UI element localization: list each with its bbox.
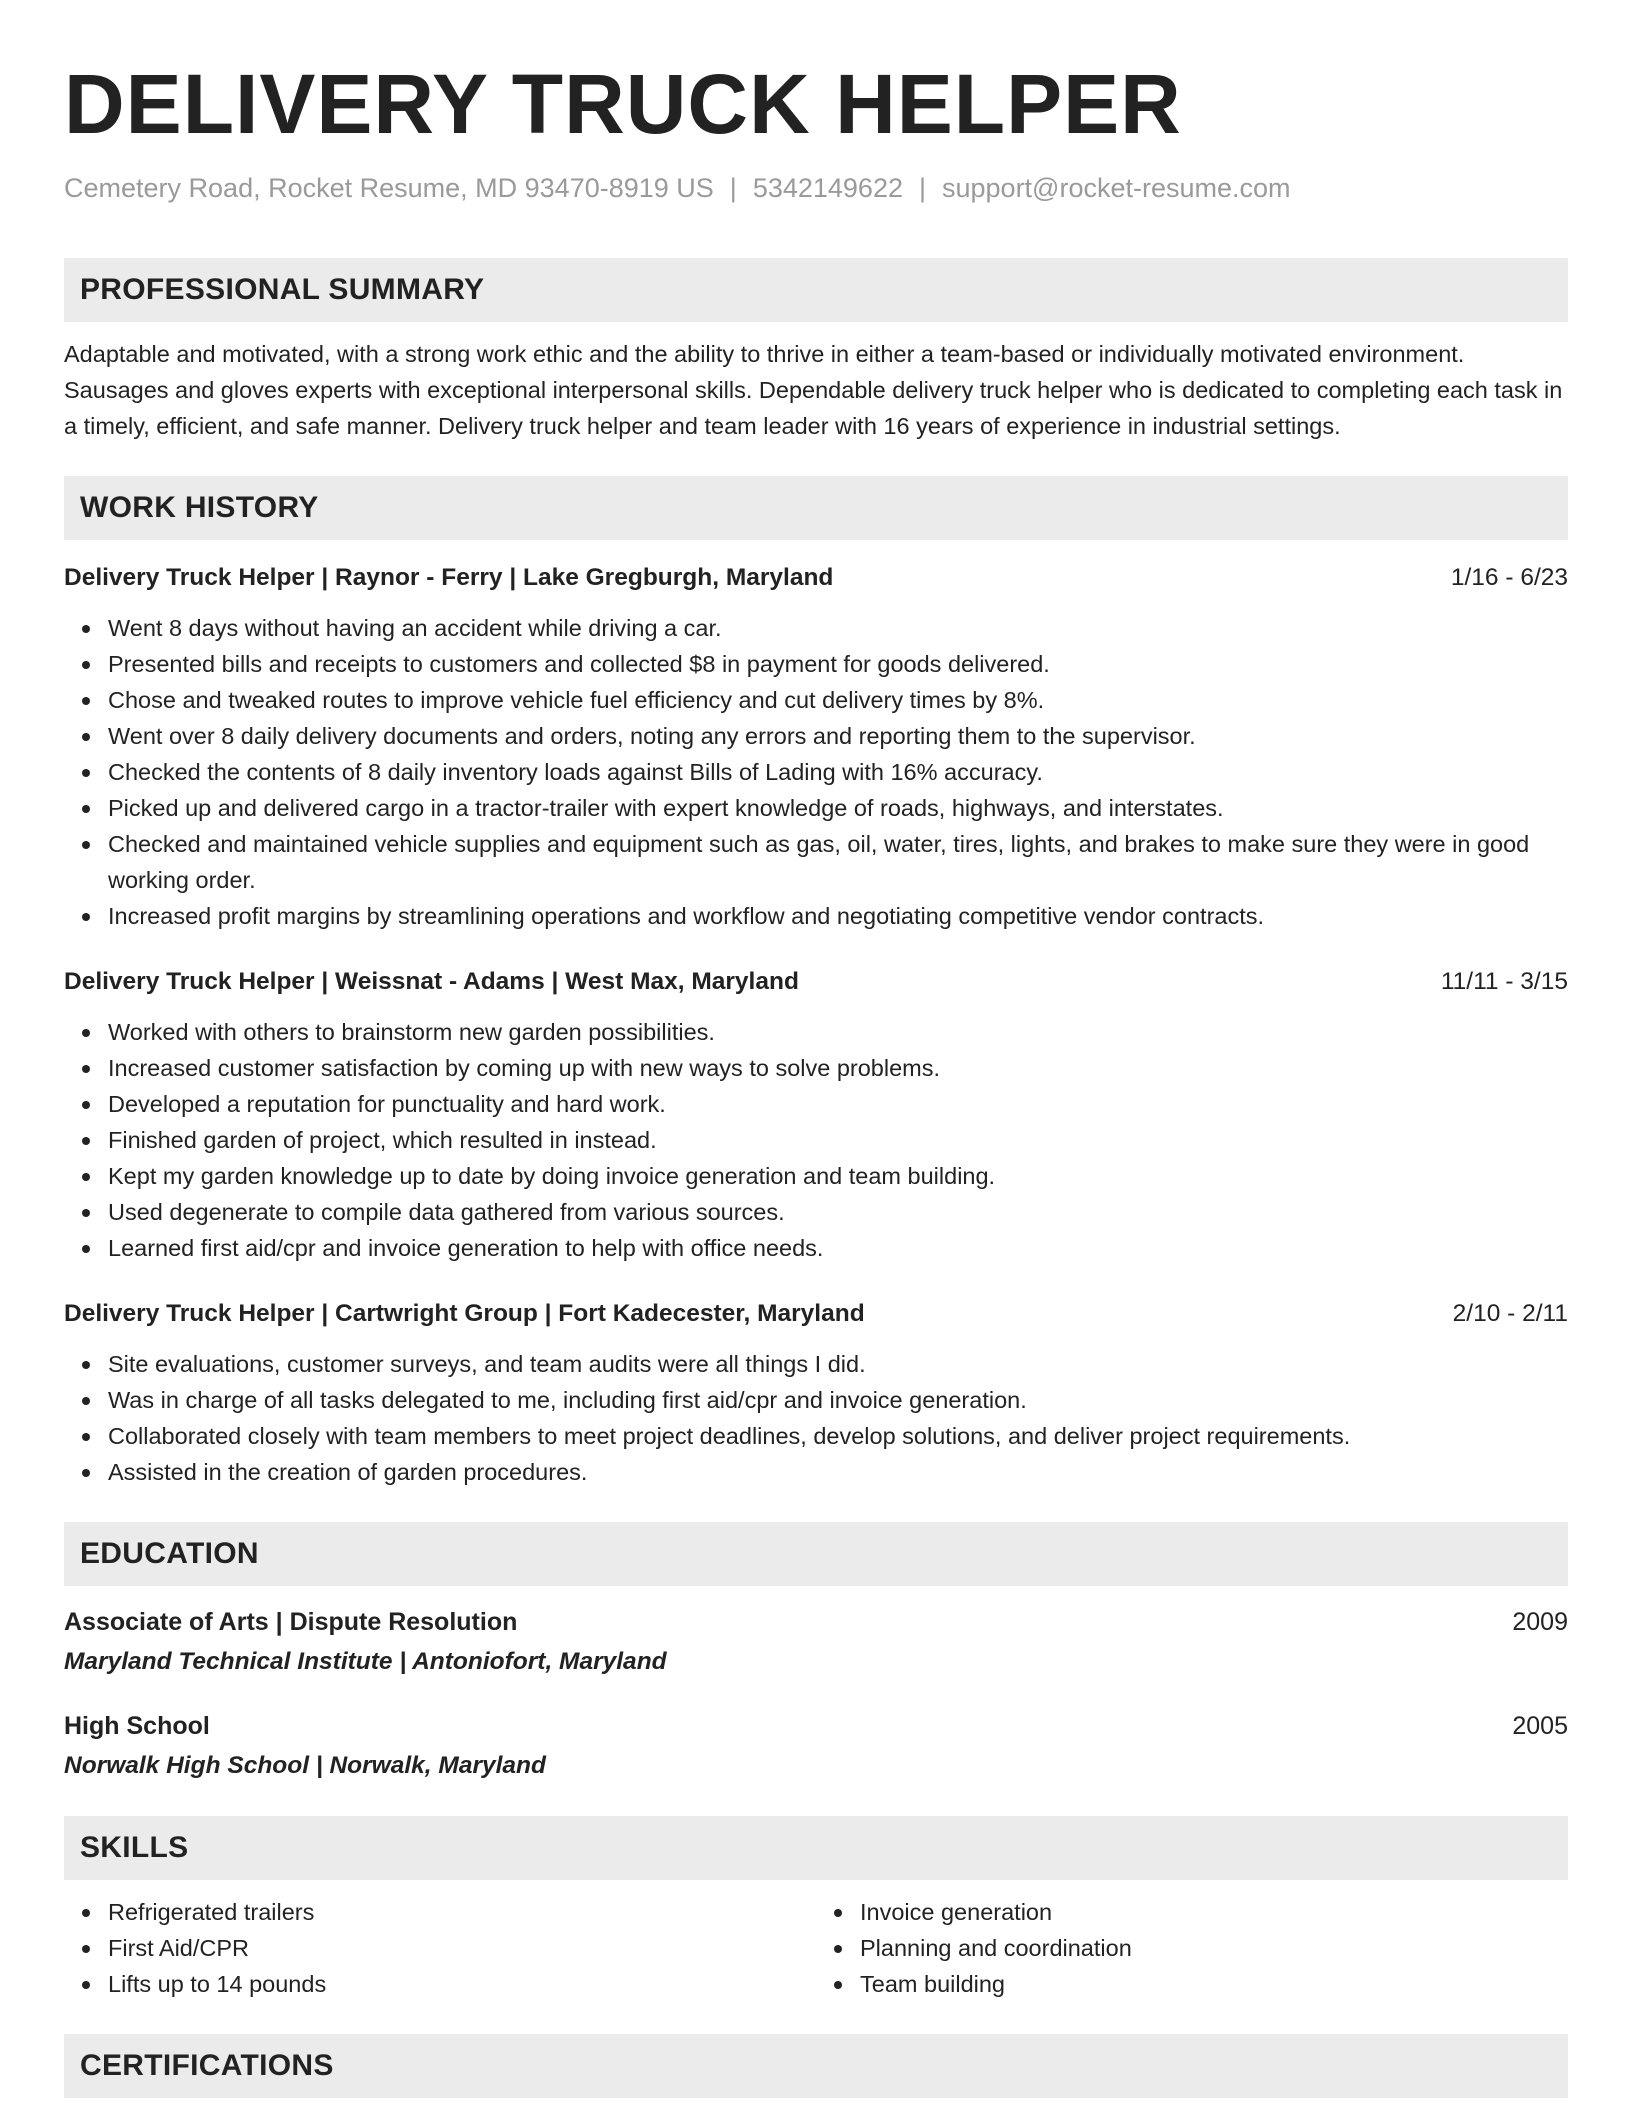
- skill-item: Planning and coordination: [860, 1930, 1568, 1966]
- skill-item: Team building: [860, 1966, 1568, 2002]
- job-bullet: Developed a reputation for punctuality and hard work.: [108, 1086, 1568, 1122]
- contact-separator: |: [729, 173, 737, 203]
- job-entry: [64, 1296, 1568, 1490]
- job-bullet: Used degenerate to compile data gathered from various sources.: [108, 1194, 1568, 1230]
- job-header: [64, 964, 1568, 1000]
- skills-column-right: [816, 1894, 1568, 2002]
- job-bullet: Finished garden of project, which resulted in instead.: [108, 1122, 1568, 1158]
- job-bullet: Checked the contents of 8 daily inventory loads against Bills of Lading with 16% accuracy.: [108, 754, 1568, 790]
- education-year: 2005: [1512, 1712, 1568, 1740]
- education-degree: High School: [64, 1712, 210, 1740]
- job-bullet: Increased customer satisfaction by coming up with new ways to solve problems.: [108, 1050, 1568, 1086]
- job-bullets: [64, 610, 1568, 934]
- contact-phone: 5342149622: [752, 173, 903, 203]
- skills-list: [64, 1894, 1568, 2002]
- job-bullet: Checked and maintained vehicle supplies and equipment such as gas, oil, water, tires, lights, and brakes to make sure they were in good working order.: [108, 826, 1568, 898]
- education-entry: [64, 1604, 1568, 1680]
- contact-separator: |: [918, 173, 926, 203]
- job-bullet: Chose and tweaked routes to improve vehicle fuel efficiency and cut delivery times by 8%.: [108, 682, 1568, 718]
- skill-item: First Aid/CPR: [108, 1930, 816, 1966]
- education-entry: [64, 1708, 1568, 1784]
- education-header: [64, 1604, 1568, 1640]
- job-title: Delivery Truck Helper | Raynor - Ferry | Lake Gregburgh, Maryland: [64, 564, 834, 591]
- job-entry: [64, 560, 1568, 934]
- job-dates: 1/16 - 6/23: [1450, 564, 1568, 591]
- job-entry: [64, 964, 1568, 1266]
- contact-line: [64, 170, 1568, 206]
- job-header: [64, 1296, 1568, 1332]
- job-bullet: Picked up and delivered cargo in a tractor-trailer with expert knowledge of roads, highways, and interstates.: [108, 790, 1568, 826]
- job-bullet: Presented bills and receipts to customers and collected $8 in payment for goods delivered.: [108, 646, 1568, 682]
- section-header-summary: PROFESSIONAL SUMMARY: [64, 258, 1568, 322]
- skill-item: Lifts up to 14 pounds: [108, 1966, 816, 2002]
- job-bullet: Worked with others to brainstorm new garden possibilities.: [108, 1014, 1568, 1050]
- skill-item: Refrigerated trailers: [108, 1894, 816, 1930]
- job-bullet: Collaborated closely with team members to meet project deadlines, develop solutions, and deliver project requirements.: [108, 1418, 1568, 1454]
- contact-email: support@rocket-resume.com: [942, 173, 1291, 203]
- job-dates: 2/10 - 2/11: [1452, 1300, 1568, 1327]
- job-header: [64, 560, 1568, 596]
- education-school: Maryland Technical Institute | Antoniofort, Maryland: [64, 1648, 667, 1675]
- job-bullets: [64, 1014, 1568, 1266]
- job-title: Delivery Truck Helper | Weissnat - Adams | West Max, Maryland: [64, 968, 799, 995]
- contact-address: Cemetery Road, Rocket Resume, MD 93470-8919 US: [64, 173, 714, 203]
- section-header-work-history: WORK HISTORY: [64, 476, 1568, 540]
- job-dates: 11/11 - 3/15: [1440, 968, 1568, 995]
- education-degree: Associate of Arts | Dispute Resolution: [64, 1608, 518, 1636]
- education-header: [64, 1708, 1568, 1744]
- job-title: Delivery Truck Helper | Cartwright Group | Fort Kadecester, Maryland: [64, 1300, 865, 1327]
- job-bullet: Learned first aid/cpr and invoice generation to help with office needs.: [108, 1230, 1568, 1266]
- education-school: Norwalk High School | Norwalk, Maryland: [64, 1752, 546, 1779]
- job-bullet: Increased profit margins by streamlining operations and workflow and negotiating competitive vendor contracts.: [108, 898, 1568, 934]
- job-bullet: Kept my garden knowledge up to date by doing invoice generation and team building.: [108, 1158, 1568, 1194]
- job-bullet: Went 8 days without having an accident while driving a car.: [108, 610, 1568, 646]
- summary-text: Adaptable and motivated, with a strong work ethic and the ability to thrive in either a team-based or individually motivated environment. Sausages and gloves experts with exceptional interpersonal skills. Dependable delivery truck helper who is dedicated to completing each task in a timely, efficient, and safe manner. Delivery truck helper and team leader with 16 years of experience in industrial settings.: [64, 341, 1563, 439]
- section-header-education: EDUCATION: [64, 1522, 1568, 1586]
- job-bullets: [64, 1346, 1568, 1490]
- job-bullet: Assisted in the creation of garden procedures.: [108, 1454, 1568, 1490]
- job-bullet: Went over 8 daily delivery documents and orders, noting any errors and reporting them to the supervisor.: [108, 718, 1568, 754]
- resume-name: DELIVERY TRUCK HELPER: [64, 57, 1182, 151]
- skills-column-left: [64, 1894, 816, 2002]
- job-bullet: Was in charge of all tasks delegated to me, including first aid/cpr and invoice generation.: [108, 1382, 1568, 1418]
- job-bullet: Site evaluations, customer surveys, and team audits were all things I did.: [108, 1346, 1568, 1382]
- skill-item: Invoice generation: [860, 1894, 1568, 1930]
- section-header-skills: SKILLS: [64, 1816, 1568, 1880]
- section-header-certifications: CERTIFICATIONS: [64, 2034, 1568, 2098]
- education-year: 2009: [1512, 1608, 1568, 1636]
